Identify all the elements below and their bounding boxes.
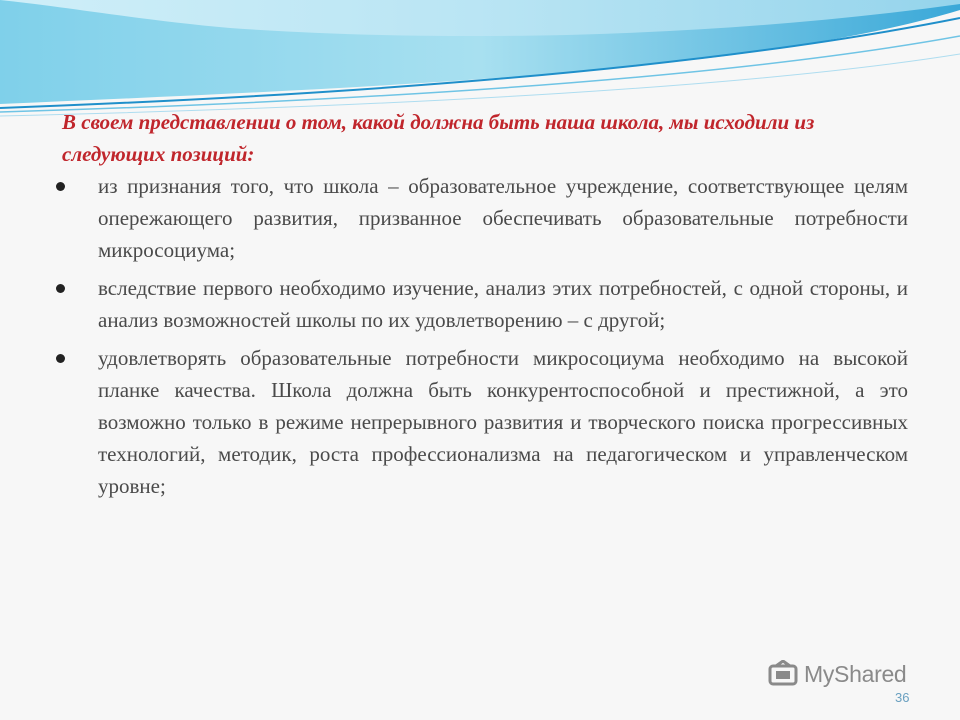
bullet-text: удовлетворять образовательные потребности микросоциума необходимо на высокой планке качества. Школа должна быть конкурентоспособной и престижной, а это возможно только в режиме непрерывного развития и творческого поиска прогрессивных технологий, методик, роста профессионализма на педагогическом и управленческом уровне; — [98, 346, 908, 498]
bullet-text: из признания того, что школа – образовательное учреждение, соответствующее целям опережающего развития, призванное обеспечивать образовательные потребности микросоциума; — [98, 174, 908, 262]
wave-header — [0, 0, 960, 120]
bullet-dot-icon — [56, 284, 65, 293]
bullet-item — [52, 272, 908, 336]
mortarboard-icon — [768, 660, 798, 688]
bullet-dot-icon — [56, 354, 65, 363]
bullet-text: вследствие первого необходимо изучение, анализ этих потребностей, с одной стороны, и анализ возможностей школы по их удовлетворению – с другой; — [98, 276, 908, 332]
bullet-item — [52, 342, 908, 502]
slide-heading: В своем представлении о том, какой должна быть наша школа, мы исходили из следующих позиций: — [62, 110, 815, 166]
watermark — [768, 659, 906, 689]
bullet-dot-icon — [56, 182, 65, 191]
bullet-item — [52, 170, 908, 266]
watermark-text: MyShared — [804, 660, 907, 687]
slide-number: 36 — [895, 690, 910, 705]
bullet-list — [52, 170, 908, 508]
